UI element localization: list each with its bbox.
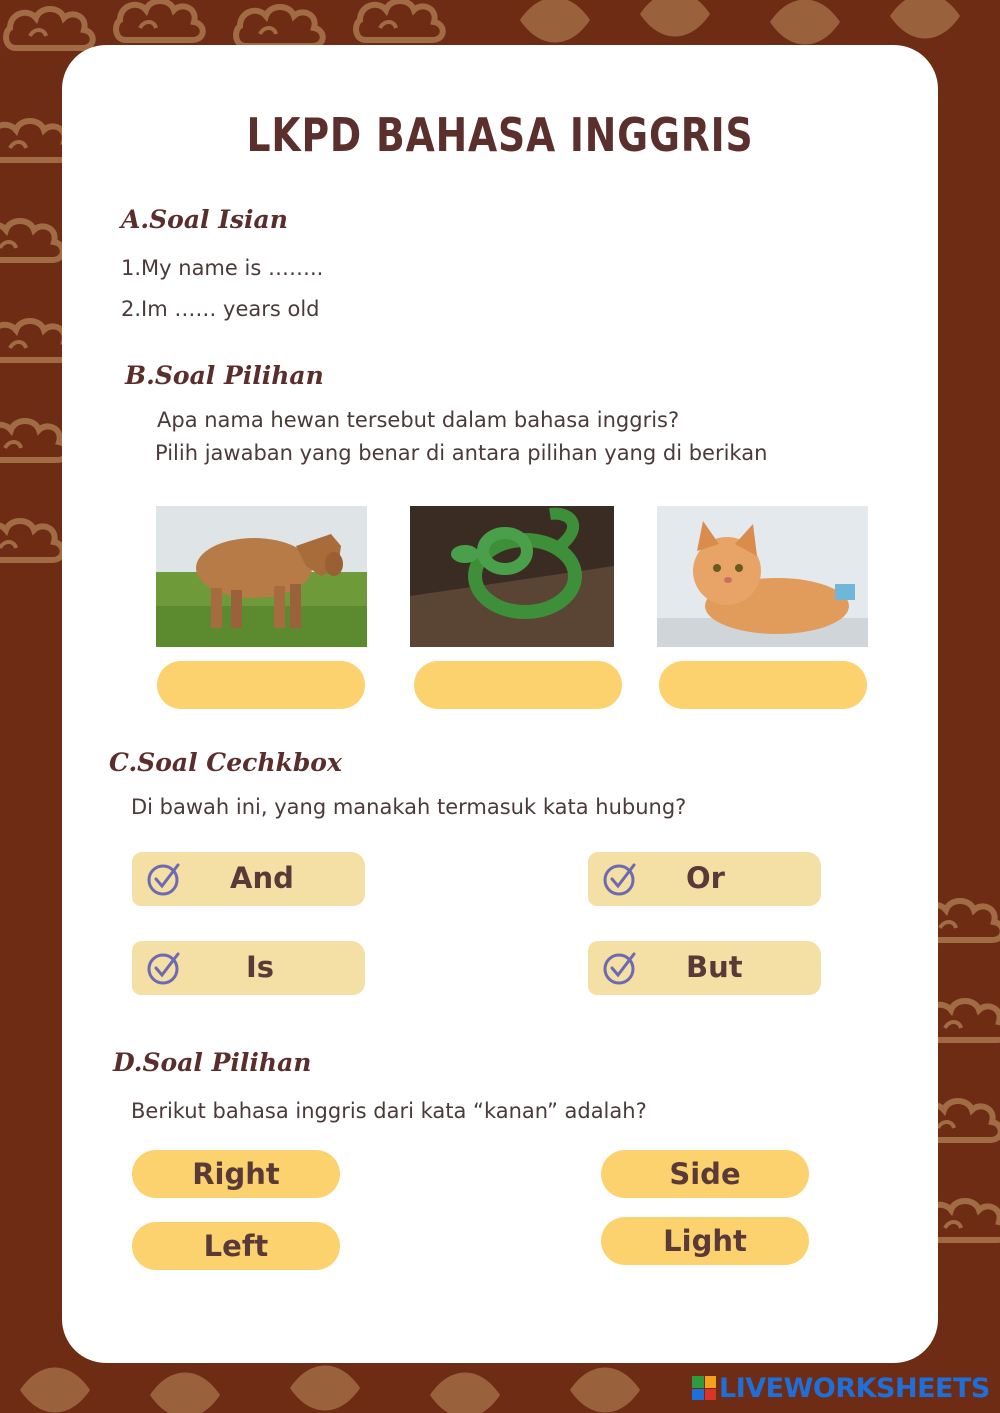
- check-circle-icon: [146, 950, 182, 986]
- checkbox-option-is[interactable]: [132, 941, 365, 995]
- choice-button-left[interactable]: Left: [132, 1222, 340, 1270]
- answer-slot-snake[interactable]: [414, 661, 622, 709]
- check-circle-icon: [146, 861, 182, 897]
- answer-slot-cat[interactable]: [659, 661, 867, 709]
- check-circle-icon: [602, 950, 638, 986]
- section-d-question: Berikut bahasa inggris dari kata “kanan” adalah?: [131, 1099, 647, 1123]
- liveworksheets-wordmark: LIVEWORKSHEETS: [719, 1372, 990, 1404]
- section-c-question: Di bawah ini, yang manakah termasuk kata hubung?: [131, 795, 687, 819]
- section-b-instruction-1: Apa nama hewan tersebut dalam bahasa inggris?: [157, 408, 680, 432]
- choice-button-light[interactable]: Light: [601, 1217, 809, 1265]
- checkbox-option-or[interactable]: [588, 852, 821, 906]
- choice-button-side[interactable]: Side: [601, 1150, 809, 1198]
- choice-button-right[interactable]: Right: [132, 1150, 340, 1198]
- question-a2: 2.Im …… years old: [121, 297, 320, 321]
- cat-photo: [657, 506, 868, 647]
- section-a-heading: A.Soal Isian: [121, 205, 288, 234]
- page-title: LKPD BAHASA INGGRIS: [246, 108, 754, 162]
- section-d-heading: D.Soal Pilihan: [113, 1048, 312, 1077]
- checkbox-label: Is: [246, 950, 275, 984]
- liveworksheets-logo-icon: [692, 1376, 716, 1400]
- section-c-heading: C.Soal Cechkbox: [109, 748, 342, 777]
- checkbox-option-and[interactable]: [132, 852, 365, 906]
- checkbox-label: But: [686, 950, 743, 984]
- liveworksheets-logo: [692, 1372, 990, 1404]
- checkbox-label: Or: [686, 861, 725, 895]
- cow-photo: [156, 506, 367, 647]
- section-b-heading: B.Soal Pilihan: [125, 361, 324, 390]
- checkbox-label: And: [230, 861, 294, 895]
- checkbox-option-but[interactable]: [588, 941, 821, 995]
- question-a1: 1.My name is ……..: [121, 256, 324, 280]
- answer-slot-cow[interactable]: [157, 661, 365, 709]
- section-b-instruction-2: Pilih jawaban yang benar di antara pilihan yang di berikan: [155, 441, 768, 465]
- check-circle-icon: [602, 861, 638, 897]
- snake-photo: [410, 506, 614, 647]
